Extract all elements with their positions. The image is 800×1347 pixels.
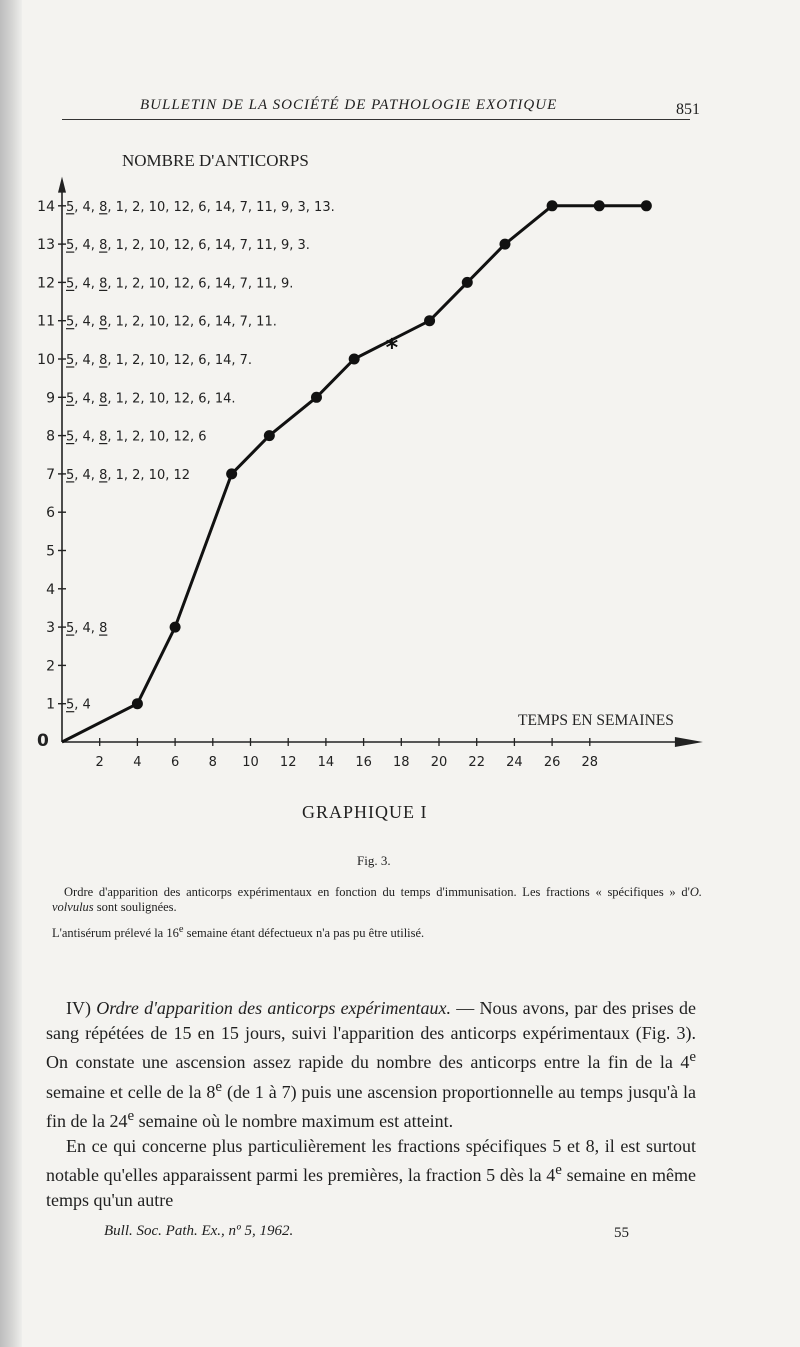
x-tick-label: 12 <box>279 755 297 770</box>
p1-sup2: e <box>215 1078 223 1095</box>
x-tick-label: 6 <box>170 755 180 770</box>
caption-line1-a: Ordre d'apparition des anticorps expérimentaux en fonction du temps d'immunisation. Les fractions « spécifiques » d' <box>64 885 690 899</box>
footer-sheet-number: 55 <box>614 1225 629 1241</box>
fraction-row: 5, 4, 8, 1, 2, 10, 12 <box>66 467 191 483</box>
data-point <box>499 239 510 250</box>
fraction-row: 5, 4, 8, 1, 2, 10, 12, 6, 14, 7, 11, 9, 3, 13. <box>66 199 335 215</box>
origin-label: 0 <box>37 731 49 751</box>
y-tick-label: 14 <box>37 198 55 215</box>
caption-line2-b: semaine étant défectueux n'a pas pu être utilisé. <box>183 926 425 941</box>
x-tick-label: 4 <box>133 755 142 770</box>
y-tick-label: 1 <box>46 696 55 713</box>
y-tick-label: 2 <box>46 658 55 675</box>
fraction-row: 5, 4, 8 <box>66 621 108 637</box>
data-point <box>641 200 652 211</box>
x-tick-label: 28 <box>581 755 599 770</box>
data-point <box>170 622 181 633</box>
p1-d: semaine où le nombre maximum est atteint. <box>134 1111 454 1131</box>
asterisk-marker: * <box>385 333 399 362</box>
p1-sup1: e <box>689 1049 696 1065</box>
data-point <box>594 200 605 211</box>
fraction-row: 5, 4, 8, 1, 2, 10, 12, 6, 14, 7, 11. <box>66 314 277 330</box>
fraction-row: 5, 4 <box>66 697 91 713</box>
y-tick-label: 6 <box>46 505 55 522</box>
figure-caption <box>52 885 702 948</box>
p2-b: semaine en même temps qu'un autre <box>46 1165 697 1210</box>
caption-line2-a: L'antisérum prélevé la 16 <box>52 926 179 941</box>
y-tick-label: 3 <box>46 620 55 637</box>
y-tick-label: 10 <box>37 352 55 368</box>
data-point <box>424 315 435 326</box>
caption-line2-sup: e <box>178 924 184 935</box>
running-header: BULLETIN DE LA SOCIÉTÉ DE PATHOLOGIE EXOTIQUE <box>140 97 558 113</box>
x-axis-title: TEMPS EN SEMAINES <box>518 712 674 729</box>
data-point <box>547 200 558 211</box>
p1-title: Ordre d'apparition des anticorps expérimentaux. <box>96 998 452 1018</box>
x-tick-label: 22 <box>468 755 485 770</box>
x-tick-label: 18 <box>393 755 410 770</box>
y-tick-label: 13 <box>37 237 55 254</box>
y-tick-label: 4 <box>46 581 55 598</box>
p1-sup3: e <box>127 1108 135 1124</box>
fraction-row: 5, 4, 8, 1, 2, 10, 12, 6 <box>66 429 207 445</box>
x-tick-label: 8 <box>208 755 217 770</box>
caption-species: O. volvulus <box>52 885 702 914</box>
x-tick-label: 16 <box>355 755 372 770</box>
y-tick-label: 12 <box>37 275 55 292</box>
y-tick-label: 7 <box>46 466 55 483</box>
y-axis-title: NOMBRE D'ANTICORPS <box>122 151 309 170</box>
fraction-rows <box>66 200 335 713</box>
p2-sup: e <box>555 1162 562 1178</box>
x-tick-label: 24 <box>506 755 523 770</box>
footer-citation: Bull. Soc. Path. Ex., nº 5, 1962. <box>104 1223 294 1239</box>
x-tick-label: 20 <box>430 755 448 770</box>
data-point <box>311 392 322 403</box>
y-tick-label: 8 <box>46 428 55 445</box>
antibody-chart <box>0 140 800 790</box>
x-tick-label: 10 <box>242 755 259 770</box>
data-point <box>132 698 143 709</box>
caption-line1-b: sont soulignées. <box>93 900 177 914</box>
p1-b: semaine et celle de la 8 <box>46 1081 216 1102</box>
p1-c: (de 1 à 7) puis une ascension proportionnelle au temps jusqu'à la fin de la 24 <box>46 1081 697 1131</box>
x-tick-label: 2 <box>95 755 104 770</box>
x-tick-label: 26 <box>543 755 561 770</box>
y-axis-arrowhead <box>58 177 66 193</box>
header-rule <box>62 119 690 120</box>
y-tick-label: 9 <box>46 390 55 407</box>
page-number: 851 <box>676 101 700 118</box>
data-point <box>264 430 275 441</box>
chart-axes <box>58 177 703 747</box>
body-text <box>46 996 696 1212</box>
fraction-row: 5, 4, 8, 1, 2, 10, 12, 6, 14. <box>66 391 236 407</box>
figure-label: Fig. 3. <box>357 853 391 868</box>
y-tick-label: 11 <box>37 313 55 330</box>
fraction-row: 5, 4, 8, 1, 2, 10, 12, 6, 14, 7, 11, 9. <box>66 276 294 292</box>
x-tick-label: 14 <box>317 755 335 770</box>
p1-a: — Nous avons, par des prises de sang répétées de 15 en 15 jours, suivi l'apparition des anticorps expérimentaux (Fig. 3). On constate une ascension assez rapide du nombre des anticorps entre la fin de la 4 <box>46 998 696 1072</box>
graph-title: GRAPHIQUE I <box>302 802 428 822</box>
fraction-row: 5, 4, 8, 1, 2, 10, 12, 6, 14, 7, 11, 9, 3. <box>66 238 310 254</box>
p2-a: En ce qui concerne plus particulièrement les fractions spécifiques 5 et 8, il est surtout notable qu'elles apparaissent parmi les premières, la fraction 5 dès la 4 <box>46 1135 696 1185</box>
x-axis-arrowhead <box>675 737 703 747</box>
data-point <box>462 277 473 288</box>
fraction-row: 5, 4, 8, 1, 2, 10, 12, 6, 14, 7. <box>66 353 253 368</box>
p1-lead: IV) <box>66 998 97 1018</box>
data-point <box>226 468 237 479</box>
y-tick-label: 5 <box>46 543 55 560</box>
data-point <box>349 354 360 365</box>
